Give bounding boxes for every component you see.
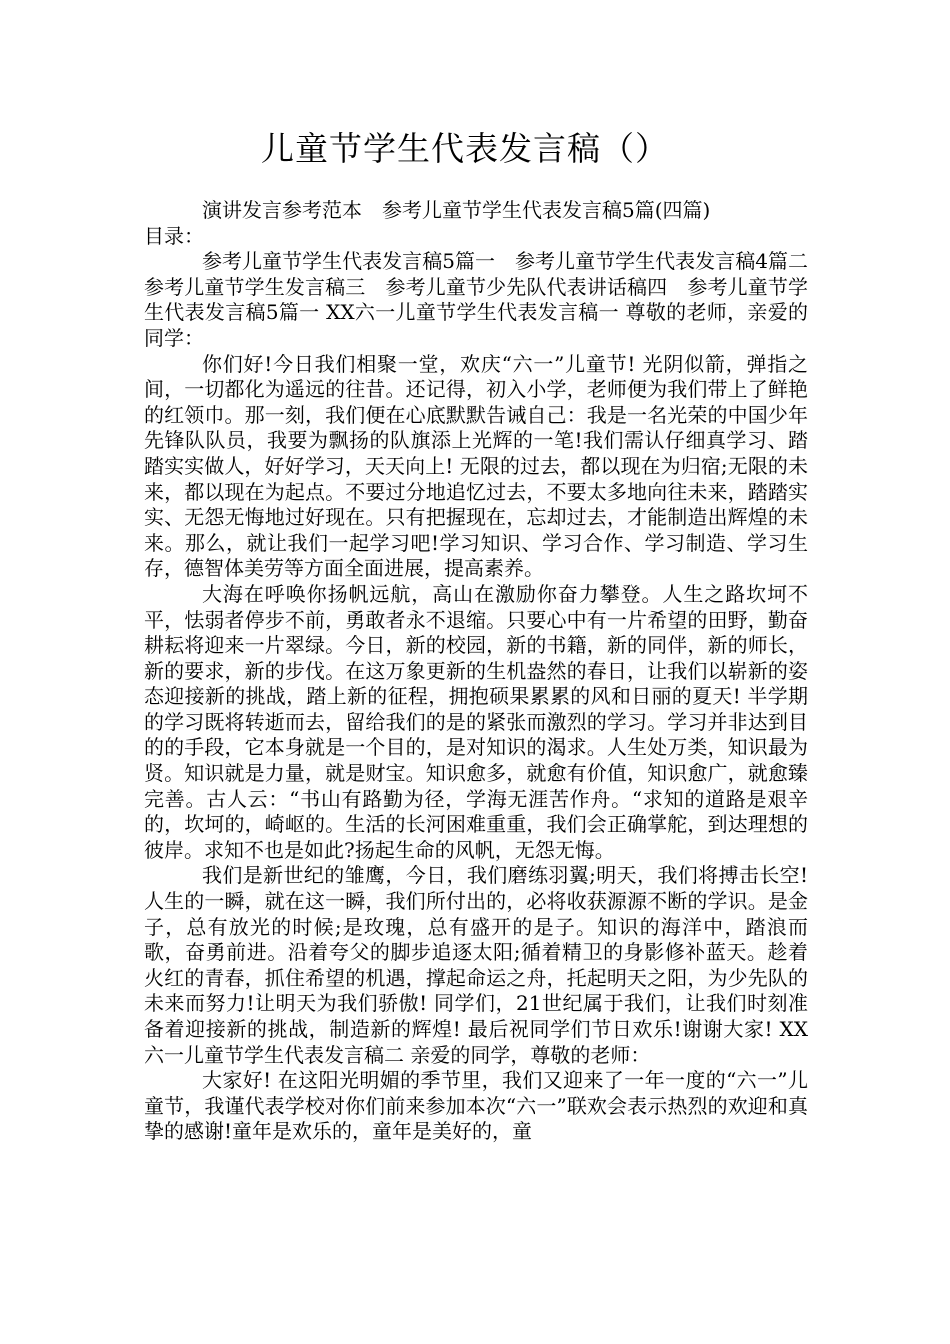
toc-heading: 目录： bbox=[144, 223, 204, 248]
body-paragraph: 大家好! 在这阳光明媚的季节里，我们又迎来了一年一度的“六一”儿童节，我谨代表学校对你们前来参加本次“六一”联欢会表示热烈的欢迎和真挚的感谢!童年是欢乐的，童年是美好的，童 bbox=[144, 1068, 808, 1144]
body-paragraph: 大海在呼唤你扬帆远航，高山在激励你奋力攀登。人生之路坎坷不平，怯弱者停步不前，勇敢者永不退缩。只要心中有一片希望的田野，勤奋耕耘将迎来一片翠绿。今日，新的校园，新的书籍，新的同伴，新的师长，新的要求，新的步伐。在这万象更新的生机盎然的春日，让我们以崭新的姿态迎接新的挑战，踏上新的征程，拥抱硕果累累的风和日丽的夏天! 半学期的学习既将转逝而去，留给我们的是的紧张而激烈的学习。学习并非达到目的的手段，它本身就是一个目的，是对知识的渴求。人生处万类，知识最为贤。知识就是力量，就是财宝。知识愈多，就愈有价值，知识愈广，就愈臻完善。古人云：“书山有路勤为径，学海无涯苦作舟。“求知的道路是艰辛的，坎坷的，崎岖的。生活的长河困难重重，我们会正确掌舵，到达理想的彼岸。求知不也是如此?扬起生命的风帆，无怨无悔。 bbox=[144, 581, 808, 862]
document-title: 儿童节学生代表发言稿（） bbox=[261, 129, 669, 168]
body-paragraph: 你们好!今日我们相聚一堂，欢庆“六一”儿童节! 光阴似箭，弹指之间，一切都化为遥远的往昔。还记得，初入小学，老师便为我们带上了鲜艳的红领巾。那一刻，我们便在心底默默告诫自己：我是一名光荣的中国少年先锋队队员，我要为飘扬的队旗添上光辉的一笔!我们需认仔细真学习、踏踏实实做人，好好学习，天天向上! 无限的过去，都以现在为归宿;无限的未来，都以现在为起点。不要过分地追忆过去，不要太多地向往未来，踏踏实实、无怨无悔地过好现在。只有把握现在，忘却过去，才能制造出辉煌的未来。那么，就让我们一起学习吧!学习知识、学习合作、学习制造、学习生存，德智体美劳等方面全面进展，提高素养。 bbox=[144, 351, 808, 581]
body-paragraph: 我们是新世纪的雏鹰，今日，我们磨练羽翼;明天，我们将搏击长空!人生的一瞬，就在这一瞬，我们所付出的，必将收获源源不断的学识。是金子，总有放光的时候;是玫瑰，总有盛开的是子。知识的海洋中，踏浪而歌，奋勇前进。沿着夸父的脚步追逐太阳;循着精卫的身影修补蓝天。趁着火红的青春，抓住希望的机遇，撑起命运之舟，托起明天之阳，为少先队的未来而努力!让明天为我们骄傲! 同学们，21世纪属于我们，让我们时刻准备着迎接新的挑战，制造新的辉煌! 最后祝同学们节日欢乐!谢谢大家! XX六一儿童节学生代表发言稿二 亲爱的同学，尊敬的老师： bbox=[144, 863, 808, 1067]
document-body bbox=[144, 198, 828, 1145]
intro-line: 演讲发言参考范本 参考儿童节学生代表发言稿5篇(四篇) bbox=[202, 198, 711, 222]
toc-paragraph: 参考儿童节学生代表发言稿5篇一 参考儿童节学生代表发言稿4篇二 参考儿童节学生发言稿三 参考儿童节少先队代表讲话稿四 参考儿童节学生代表发言稿5篇一 XX六一儿童节学生代表发言稿一 尊敬的老师，亲爱的同学： bbox=[144, 249, 828, 350]
